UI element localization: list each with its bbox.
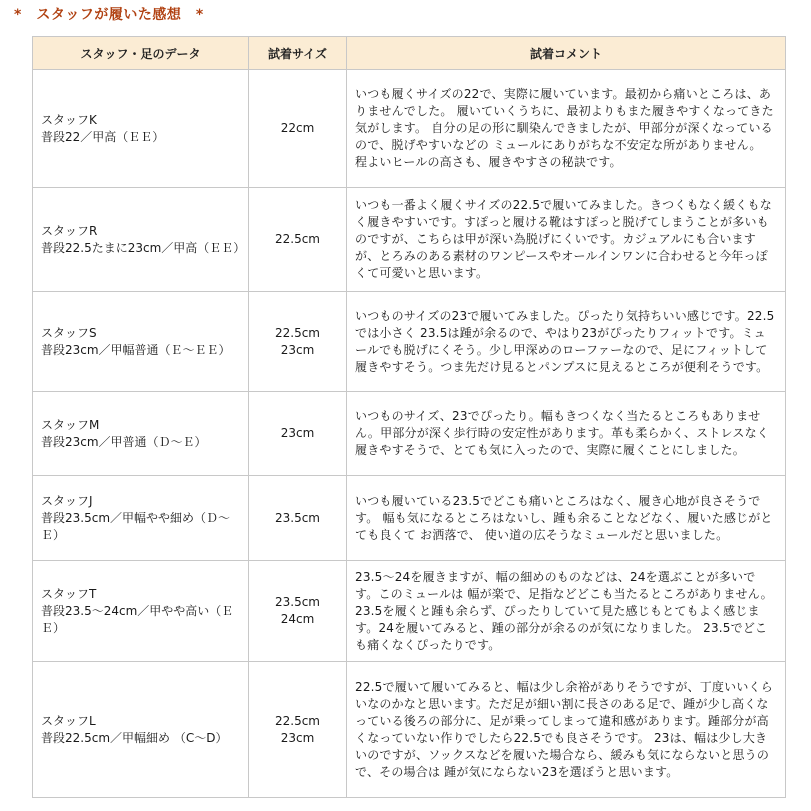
foot-data: 普段22.5たまに23cm／甲高（ＥＥ） [41, 240, 246, 255]
table-row [33, 476, 786, 561]
staff-cell [33, 662, 249, 798]
trial-size: 22.5cm [274, 325, 320, 340]
table-row [33, 188, 786, 292]
header-staff: スタッフ・足のデータ [33, 37, 249, 70]
foot-data: 普段23.5～24cm／甲やや高い（ＥＥ） [41, 603, 234, 635]
foot-data: 普段23.5cm／甲幅やや細め（Ｄ～Ｅ） [41, 510, 231, 542]
staff-name: スタッフJ [41, 493, 93, 508]
foot-data: 普段23cm／甲普通（Ｄ～Ｅ） [41, 434, 207, 449]
table-row [33, 561, 786, 662]
trial-size: 24cm [280, 612, 315, 626]
staff-name: スタッフM [41, 417, 100, 432]
staff-cell [33, 188, 249, 292]
table-row [33, 392, 786, 476]
comment-cell: いつものサイズ、23でぴったり。幅もきつくなく当たるところもありません。甲部分が深く歩行時の安定性があります。革も柔らかく、ストレスなく履きやすそうで、とても気に入ったので、実際に履くことにしました。 [347, 392, 786, 476]
staff-cell [33, 392, 249, 476]
size-cell [249, 662, 347, 798]
table-row [33, 70, 786, 188]
table-row [33, 292, 786, 392]
trial-size: 22.5cm [274, 713, 320, 728]
size-cell [249, 70, 347, 188]
staff-name: スタッフL [41, 713, 96, 728]
trial-size: 22cm [280, 121, 315, 135]
trial-size: 23.5cm [274, 595, 320, 609]
staff-name: スタッフT [41, 586, 97, 601]
comment-cell: 23.5～24を履きますが、幅の細めのものなどは、24を選ぶことが多いです。このミュールは 幅が楽で、足指などどこも当たるところがありません。23.5を履くと踵も余らず、ぴったりしていて見た感じもとてもよく感じます。24を履いてみると、踵の部分が余るのが気になりました。 23.5でどこも痛くなくぴったりです。 [347, 561, 786, 662]
comment-cell: いつものサイズの23で履いてみました。ぴったり気持ちいい感じです。22.5では小さく 23.5は踵が余るので、やはり23がぴったりフィットです。ミュールでも脱げにくそう。少し甲深めのローファーなので、足にフィットして履きやすそう。つま先だけ見るとパンプスに見えるところが便利そうです。 [347, 292, 786, 392]
staff-name: スタッフK [41, 112, 97, 127]
header-size: 試着サイズ [249, 37, 347, 70]
staff-cell [33, 476, 249, 561]
trial-size: 23cm [280, 730, 315, 745]
size-cell [249, 292, 347, 392]
trial-size: 22.5cm [274, 232, 320, 246]
staff-cell [33, 292, 249, 392]
comment-cell: いつも履くサイズの22で、実際に履いています。最初から痛いところは、ありませんでした。 履いていくうちに、最初よりもまた履きやすくなってきた気がします。 自分の足の形に馴染んできましたが、甲部分が深くなっているので、脱げやすいなどの ミュールにありがちな不安定な所がありません。 程よいヒールの高さも、履きやすさの秘訣です。 [347, 70, 786, 188]
trial-size: 23cm [280, 342, 315, 357]
staff-name: スタッフR [41, 223, 98, 238]
trial-size: 23cm [280, 426, 315, 440]
header-comment: 試着コメント [347, 37, 786, 70]
table-row [33, 662, 786, 798]
foot-data: 普段22／甲高（ＥＥ） [41, 129, 165, 144]
trial-size: 23.5cm [274, 510, 320, 525]
staff-review-table [32, 36, 786, 798]
size-cell [249, 188, 347, 292]
staff-cell [33, 561, 249, 662]
size-cell [249, 561, 347, 662]
page-title: * スタッフが履いた感想 * [14, 7, 204, 23]
staff-cell [33, 70, 249, 188]
foot-data: 普段22.5cm／甲幅細め （C～D） [41, 730, 228, 745]
table-header-row [33, 37, 786, 70]
size-cell [249, 392, 347, 476]
comment-cell: いつも履いている23.5でどこも痛いところはなく、履き心地が良さそうです。 幅も気になるところはないし、踵も余ることなどなく、履いた感じがとても良くて お洒落で、 使い道の広そうなミュールだと思いました。 [347, 476, 786, 561]
comment-cell: いつも一番よく履くサイズの22.5で履いてみました。きつくもなく緩くもなく履きやすいです。すぽっと履ける靴はすぽっと脱げてしまうことが多いものですが、こちらは甲が深い為脱げにくいです。カジュアルにも合いますが、とろみのある素材のワンピースやオールインワンに合わせると今年っぽくて可愛いと思います。 [347, 188, 786, 292]
size-cell [249, 476, 347, 561]
foot-data: 普段23cm／甲幅普通（Ｅ～ＥＥ） [41, 342, 231, 357]
staff-name: スタッフS [41, 325, 97, 340]
comment-cell: 22.5で履いて履いてみると、幅は少し余裕がありそうですが、丁度いいくらいなのかなと思います。ただ足が細い割に長さのある足で、踵が少し高くなっている後ろの部分に、足が乗ってしまって違和感があります。踵部分が高くなっていない作りでしたら22.5でも良さそうです。 23は、幅は少し大きいのですが、ソックスなどを履いた場合なら、緩みも気にならないと思うので、その場合は 踵が気にならない23を選ぼうと思います。 [347, 662, 786, 798]
